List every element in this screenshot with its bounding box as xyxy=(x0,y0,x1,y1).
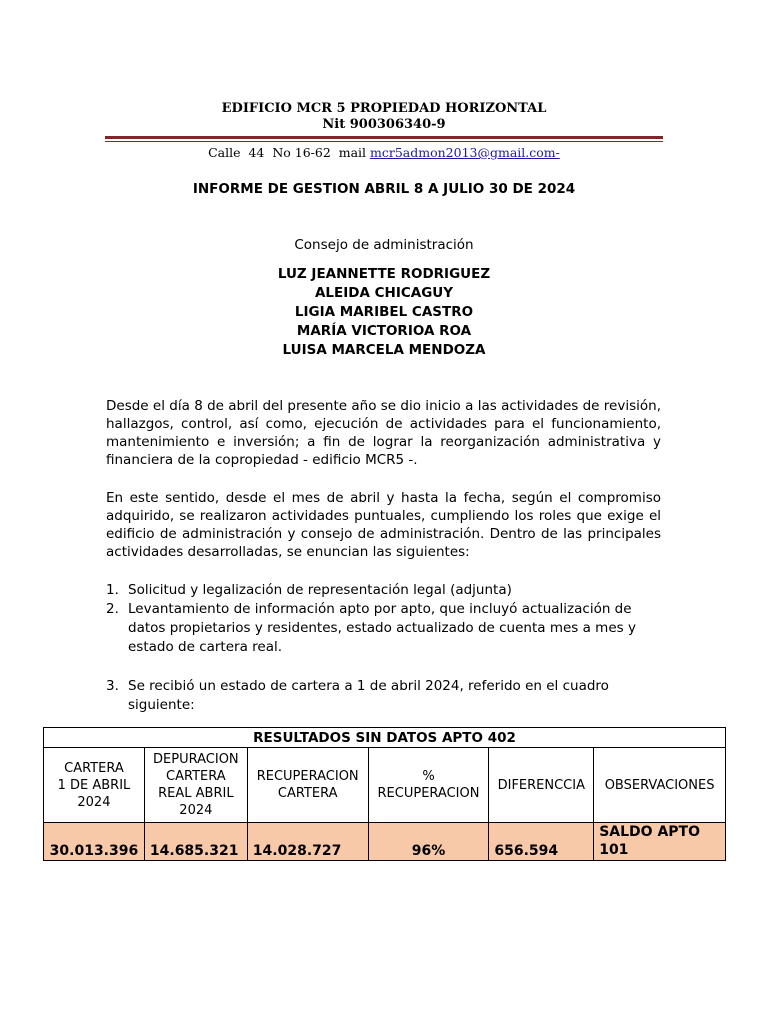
council-members xyxy=(0,265,768,360)
cell-diferencia: 656.594 xyxy=(489,823,594,861)
results-table xyxy=(43,727,726,861)
council-member: LIGIA MARIBEL CASTRO xyxy=(294,304,474,320)
council-member: LUZ JEANNETTE RODRIGUEZ xyxy=(277,266,491,282)
header-depuracion: DEPURACION CARTERA REAL ABRIL 2024 xyxy=(144,748,247,823)
header-rule-thin xyxy=(105,141,663,142)
header-rule-thick xyxy=(105,136,663,139)
list-item-number: 3. xyxy=(106,678,119,694)
activities-paragraph: En este sentido, desde el mes de abril y hasta la fecha, según el compromiso adquirido, se realizaron actividades puntuales, cumpliendo los roles que exige el edificio de administración y consejo de administración. Dentro de las principales actividades desarrolladas, se enuncian las siguientes: xyxy=(106,490,661,560)
activities-list xyxy=(106,581,666,657)
table-header-row xyxy=(44,748,726,823)
cell-depuracion: 14.685.321 xyxy=(144,823,247,861)
address-line xyxy=(0,145,768,161)
header-porcentaje: % RECUPERACION xyxy=(368,748,489,823)
intro-paragraph: Desde el día 8 de abril del presente año se dio inicio a las actividades de revisión, hallazgos, control, así como, ejecución de actividades para el funcionamiento, mantenimiento e inversión; a fin de lograr la reorganización administrativa y financiera de la copropiedad - edificio MCR5 -. xyxy=(106,398,661,468)
cell-observaciones: SALDO APTO 101 xyxy=(594,823,726,861)
council-member: ALEIDA CHICAGUY xyxy=(314,285,454,301)
list-item xyxy=(106,677,666,715)
cell-recuperacion: 14.028.727 xyxy=(247,823,368,861)
letterhead xyxy=(0,101,768,133)
table-caption: RESULTADOS SIN DATOS APTO 402 xyxy=(44,728,726,748)
council-member: LUISA MARCELA MENDOZA xyxy=(282,342,486,358)
email-link[interactable]: mcr5admon2013@gmail.com- xyxy=(370,145,560,160)
table-caption-row xyxy=(44,728,726,748)
list-item-number: 1. xyxy=(106,582,119,598)
org-name: EDIFICIO MCR 5 PROPIEDAD HORIZONTAL xyxy=(221,101,547,116)
org-nit: Nit 900306340-9 xyxy=(322,117,446,132)
report-title: INFORME DE GESTION ABRIL 8 A JULIO 30 DE 2024 xyxy=(192,181,576,197)
header-diferencia: DIFERENCCIA xyxy=(489,748,594,823)
list-item xyxy=(106,600,666,657)
list-item-text: Se recibió un estado de cartera a 1 de abril 2024, referido en el cuadro siguiente: xyxy=(128,678,609,713)
list-item-text: Solicitud y legalización de representación legal (adjunta) xyxy=(128,582,512,598)
activities-list-continued xyxy=(106,677,666,715)
list-item-number: 2. xyxy=(106,601,119,617)
council-member: MARÍA VICTORIOA ROA xyxy=(296,323,472,339)
address-text: Calle 44 No 16-62 mail xyxy=(208,145,371,160)
table-row xyxy=(44,823,726,861)
cell-cartera: 30.013.396 xyxy=(44,823,145,861)
header-cartera: CARTERA 1 DE ABRIL 2024 xyxy=(44,748,145,823)
header-recuperacion: RECUPERACION CARTERA xyxy=(247,748,368,823)
council-label: Consejo de administración xyxy=(294,237,474,253)
cell-porcentaje: 96% xyxy=(368,823,489,861)
header-observaciones: OBSERVACIONES xyxy=(594,748,726,823)
list-item xyxy=(106,581,666,600)
list-item-text: Levantamiento de información apto por apto, que incluyó actualización de datos propietarios y residentes, estado actualizado de cuenta mes a mes y estado de cartera real. xyxy=(128,601,636,655)
